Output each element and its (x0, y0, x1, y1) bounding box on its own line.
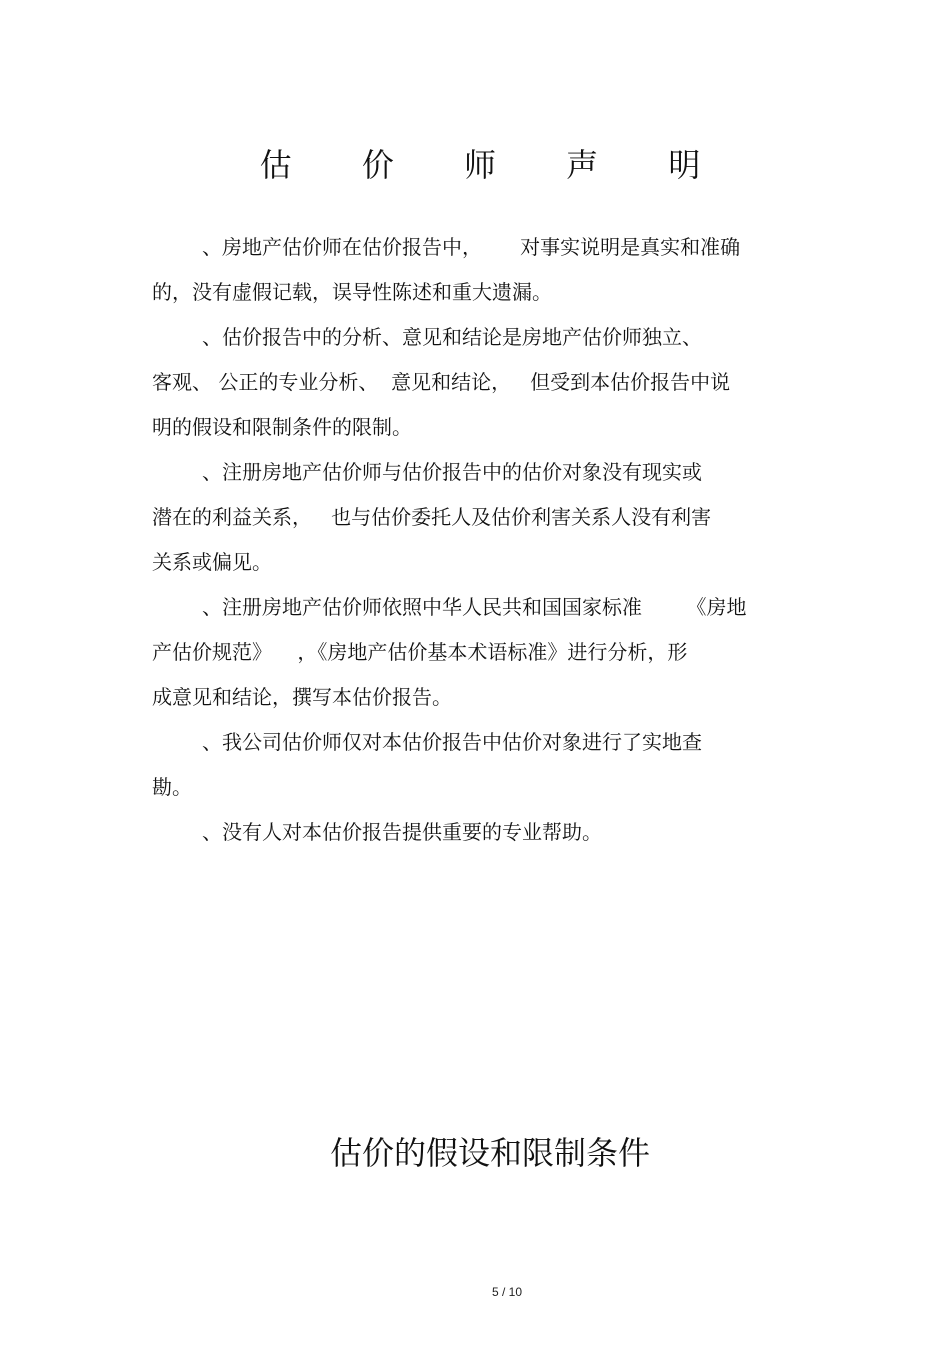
statement-line: 成意见和结论，撰写本估价报告。 (152, 685, 452, 709)
statement-4 (152, 588, 832, 723)
statement-line: 、估价报告中的分析、意见和结论是房地产估价师独立、 (202, 325, 702, 349)
section-title: 估价的假设和限制条件 (329, 1134, 650, 1172)
statement-line: 明的假设和限制条件的限制。 (152, 415, 412, 439)
page-number: 5 / 10 (491, 1285, 523, 1299)
statement-6 (152, 813, 832, 858)
statement-1 (152, 228, 832, 318)
statement-line: 、注册房地产估价师依照中华人民共和国国家标准 《房地 (202, 595, 747, 619)
page-title: 估 价 师 声 明 (259, 146, 731, 184)
statement-3 (152, 453, 832, 588)
statement-line: 客观、 公正的专业分析、 意见和结论， 但受到本估价报告中说 (152, 370, 731, 394)
statement-line: 潜在的利益关系， 也与估价委托人及估价利害关系人没有利害 (152, 505, 712, 529)
statement-list (152, 228, 832, 858)
statement-5 (152, 723, 832, 813)
statement-line: 、房地产估价师在估价报告中， 对事实说明是真实和准确 (202, 235, 741, 259)
statement-line: 、我公司估价师仅对本估价报告中估价对象进行了实地查 (202, 730, 702, 754)
statement-line: 、注册房地产估价师与估价报告中的估价对象没有现实或 (202, 460, 702, 484)
statement-line: 、没有人对本估价报告提供重要的专业帮助。 (202, 820, 602, 844)
statement-line: 产估价规范》 ，《房地产估价基本术语标准》进行分析，形 (152, 640, 688, 664)
statement-2 (152, 318, 832, 453)
statement-line: 的，没有虚假记载，误导性陈述和重大遗漏。 (152, 280, 552, 304)
statement-line: 关系或偏见。 (152, 550, 272, 574)
statement-line: 勘。 (152, 775, 192, 799)
